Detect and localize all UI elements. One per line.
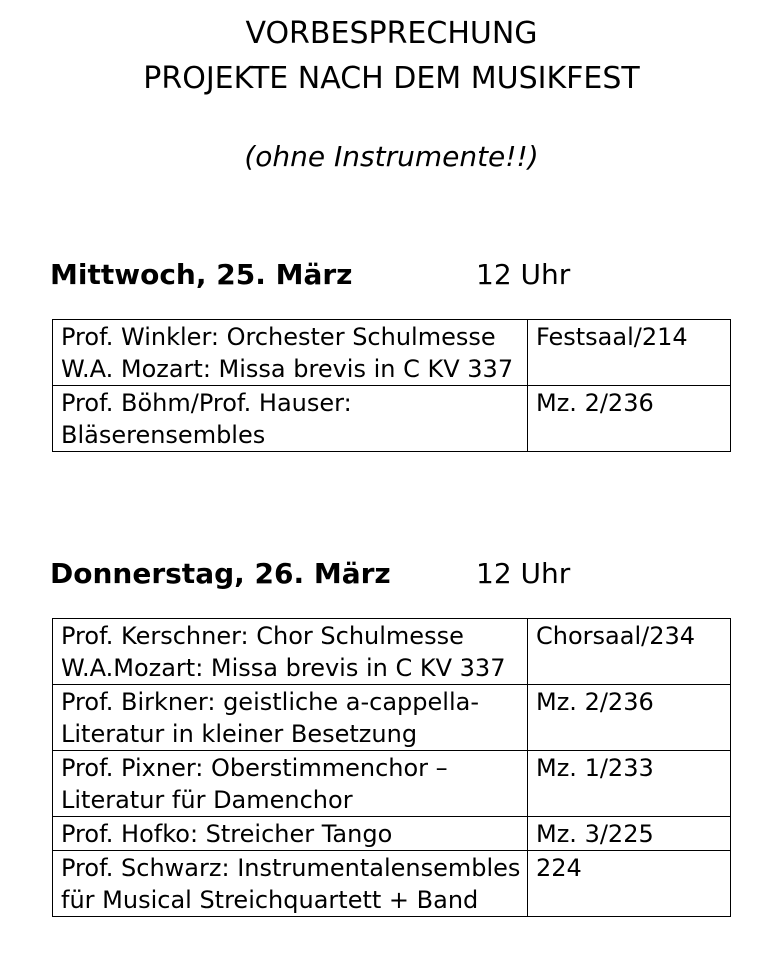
day-time-thursday: 12 Uhr <box>476 557 571 590</box>
project-line-2: Bläserensembles <box>61 421 266 449</box>
room-cell: Festsaal/214 <box>528 320 731 386</box>
project-line-1: Prof. Birkner: geistliche a-cappella- <box>61 688 479 716</box>
day-heading-wednesday: Mittwoch, 25. März <box>50 258 353 291</box>
title-line-1: VORBESPRECHUNG <box>245 16 538 51</box>
project-cell <box>53 817 528 851</box>
room-cell: Chorsaal/234 <box>528 619 731 685</box>
day-time-wednesday: 12 Uhr <box>476 258 571 291</box>
table-row <box>53 386 731 452</box>
project-cell <box>53 320 528 386</box>
table-row <box>53 320 731 386</box>
project-line-1: Prof. Kerschner: Chor Schulmesse <box>61 622 464 650</box>
subtitle: (ohne Instrumente!!) <box>244 140 539 173</box>
project-line-2: W.A. Mozart: Missa brevis in C KV 337 <box>61 355 514 383</box>
project-line-1: Prof. Winkler: Orchester Schulmesse <box>61 323 496 351</box>
table-row <box>53 685 731 751</box>
room-cell: 224 <box>528 851 731 917</box>
room-cell: Mz. 1/233 <box>528 751 731 817</box>
project-line-2: Literatur in kleiner Besetzung <box>61 720 418 748</box>
day-heading-thursday: Donnerstag, 26. März <box>50 557 391 590</box>
project-cell <box>53 685 528 751</box>
project-line-1: Prof. Böhm/Prof. Hauser: <box>61 389 352 417</box>
schedule-table-wednesday <box>52 319 731 452</box>
room-cell: Mz. 2/236 <box>528 685 731 751</box>
project-line-2: W.A.Mozart: Missa brevis in C KV 337 <box>61 654 506 682</box>
project-cell <box>53 751 528 817</box>
project-line-2: Literatur für Damenchor <box>61 786 353 814</box>
room-cell: Mz. 2/236 <box>528 386 731 452</box>
project-line-2: für Musical Streichquartett + Band <box>61 886 479 914</box>
title-line-2: PROJEKTE NACH DEM MUSIKFEST <box>143 61 640 96</box>
room-cell: Mz. 3/225 <box>528 817 731 851</box>
project-cell <box>53 851 528 917</box>
project-line-1: Prof. Pixner: Oberstimmenchor – <box>61 754 448 782</box>
project-line-1: Prof. Schwarz: Instrumentalensembles <box>61 854 521 882</box>
project-line-1: Prof. Hofko: Streicher Tango <box>61 820 393 848</box>
project-cell <box>53 386 528 452</box>
schedule-table-thursday <box>52 618 731 917</box>
project-cell <box>53 619 528 685</box>
table-row <box>53 851 731 917</box>
table-row <box>53 751 731 817</box>
table-row <box>53 619 731 685</box>
table-row <box>53 817 731 851</box>
